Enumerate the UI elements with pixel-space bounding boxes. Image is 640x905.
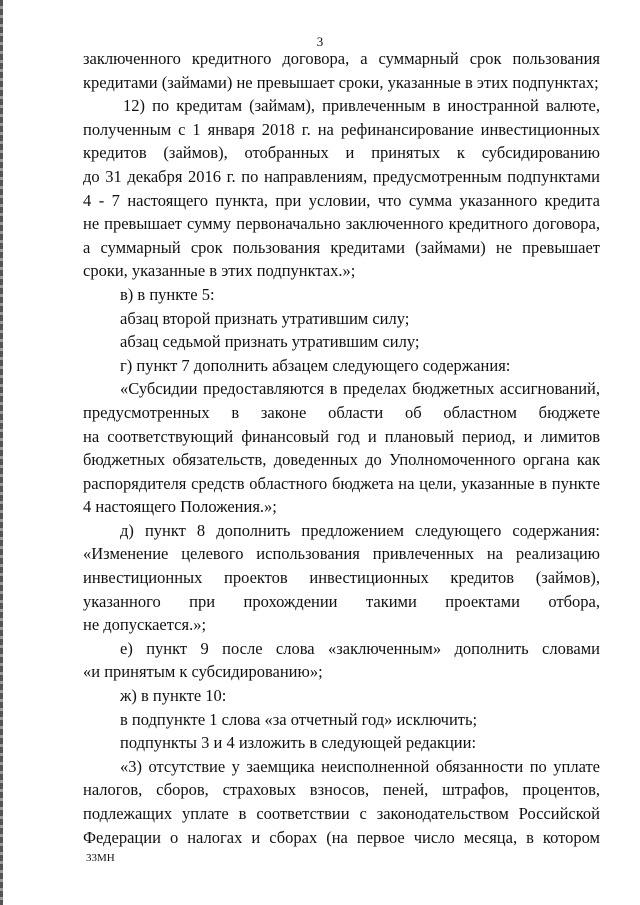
- text-line: д) пункт 8 дополнить предложением следующего содержания:: [120, 520, 600, 540]
- text-line: в) в пункте 5:: [120, 284, 215, 304]
- text-line: е) пункт 9 после слова «заключенным» дополнить словами: [120, 638, 600, 658]
- text-line: «3) отсутствие у заемщика неисполненной обязанности по уплате: [120, 756, 600, 776]
- text-line: ж) в пункте 10:: [120, 686, 227, 706]
- text-line: подпункты 3 и 4 изложить в следующей редакции:: [120, 733, 477, 753]
- text-line: инвестиционных проектов инвестиционных кредитов (займов),: [83, 568, 600, 588]
- text-line: Федерации о налогах и сборах (на первое число месяца, в котором: [83, 827, 600, 847]
- text-line: заключенного кредитного договора, а суммарный срок пользования: [83, 49, 600, 68]
- text-line: «Субсидии предоставляются в пределах бюджетных ассигнований,: [120, 379, 600, 399]
- text-line: подлежащих уплате в соответствии с законодательством Российской: [83, 804, 600, 823]
- text-line: 4 настоящего Положения.»;: [83, 497, 277, 517]
- text-line: на соответствующий финансовый год и плановый период, и лимитов: [83, 426, 600, 446]
- text-line: «и принятым к субсидированию»;: [83, 662, 323, 682]
- text-line: налогов, сборов, страховых взносов, пеней, штрафов, процентов,: [83, 780, 600, 800]
- document-body: [83, 47, 600, 849]
- text-line: кредитов (займов), отобранных и принятых к субсидированию: [83, 143, 600, 163]
- text-line: абзац второй признать утратившим силу;: [120, 308, 410, 328]
- text-line: абзац седьмой признать утратившим силу;: [120, 332, 420, 352]
- text-line: 4 - 7 настоящего пункта, при условии, что сумма указанного кредита: [83, 190, 600, 210]
- text-line: в подпункте 1 слова «за отчетный год» исключить;: [120, 709, 478, 729]
- scan-edge: [0, 0, 3, 905]
- text-line: бюджетных обязательств, доведенных до Уполномоченного органа как: [83, 450, 600, 470]
- text-line: не превышает сумму первоначально заключенного кредитного договора,: [83, 214, 600, 234]
- text-line: г) пункт 7 дополнить абзацем следующего содержания:: [120, 355, 511, 375]
- text-line: сроки, указанные в этих подпунктах.»;: [83, 261, 356, 281]
- text-line: распорядителя средств областного бюджета на цели, указанные в пункте: [83, 473, 600, 493]
- text-line: кредитами (займами) не превышает сроки, указанные в этих подпунктах;: [83, 72, 599, 92]
- text-line: до 31 декабря 2016 г. по направлениям, предусмотренным подпунктами: [83, 166, 600, 186]
- text-line: «Изменение целевого использования привлеченных на реализацию: [83, 544, 600, 564]
- text-line: 12) по кредитам (займам), привлеченным в иностранной валюте,: [123, 96, 600, 116]
- page-number: 3: [316, 34, 324, 49]
- text-line: не допускается.»;: [83, 615, 207, 635]
- text-line: предусмотренных в законе области об областном бюджете: [83, 402, 600, 422]
- text-line: полученным с 1 января 2018 г. на рефинансирование инвестиционных: [83, 119, 600, 139]
- text-line: а суммарный срок пользования кредитами (займами) не превышает: [83, 237, 600, 257]
- footer-code: 33МН: [86, 852, 115, 864]
- text-line: указанного при прохождении такими проектами отбора,: [83, 591, 600, 611]
